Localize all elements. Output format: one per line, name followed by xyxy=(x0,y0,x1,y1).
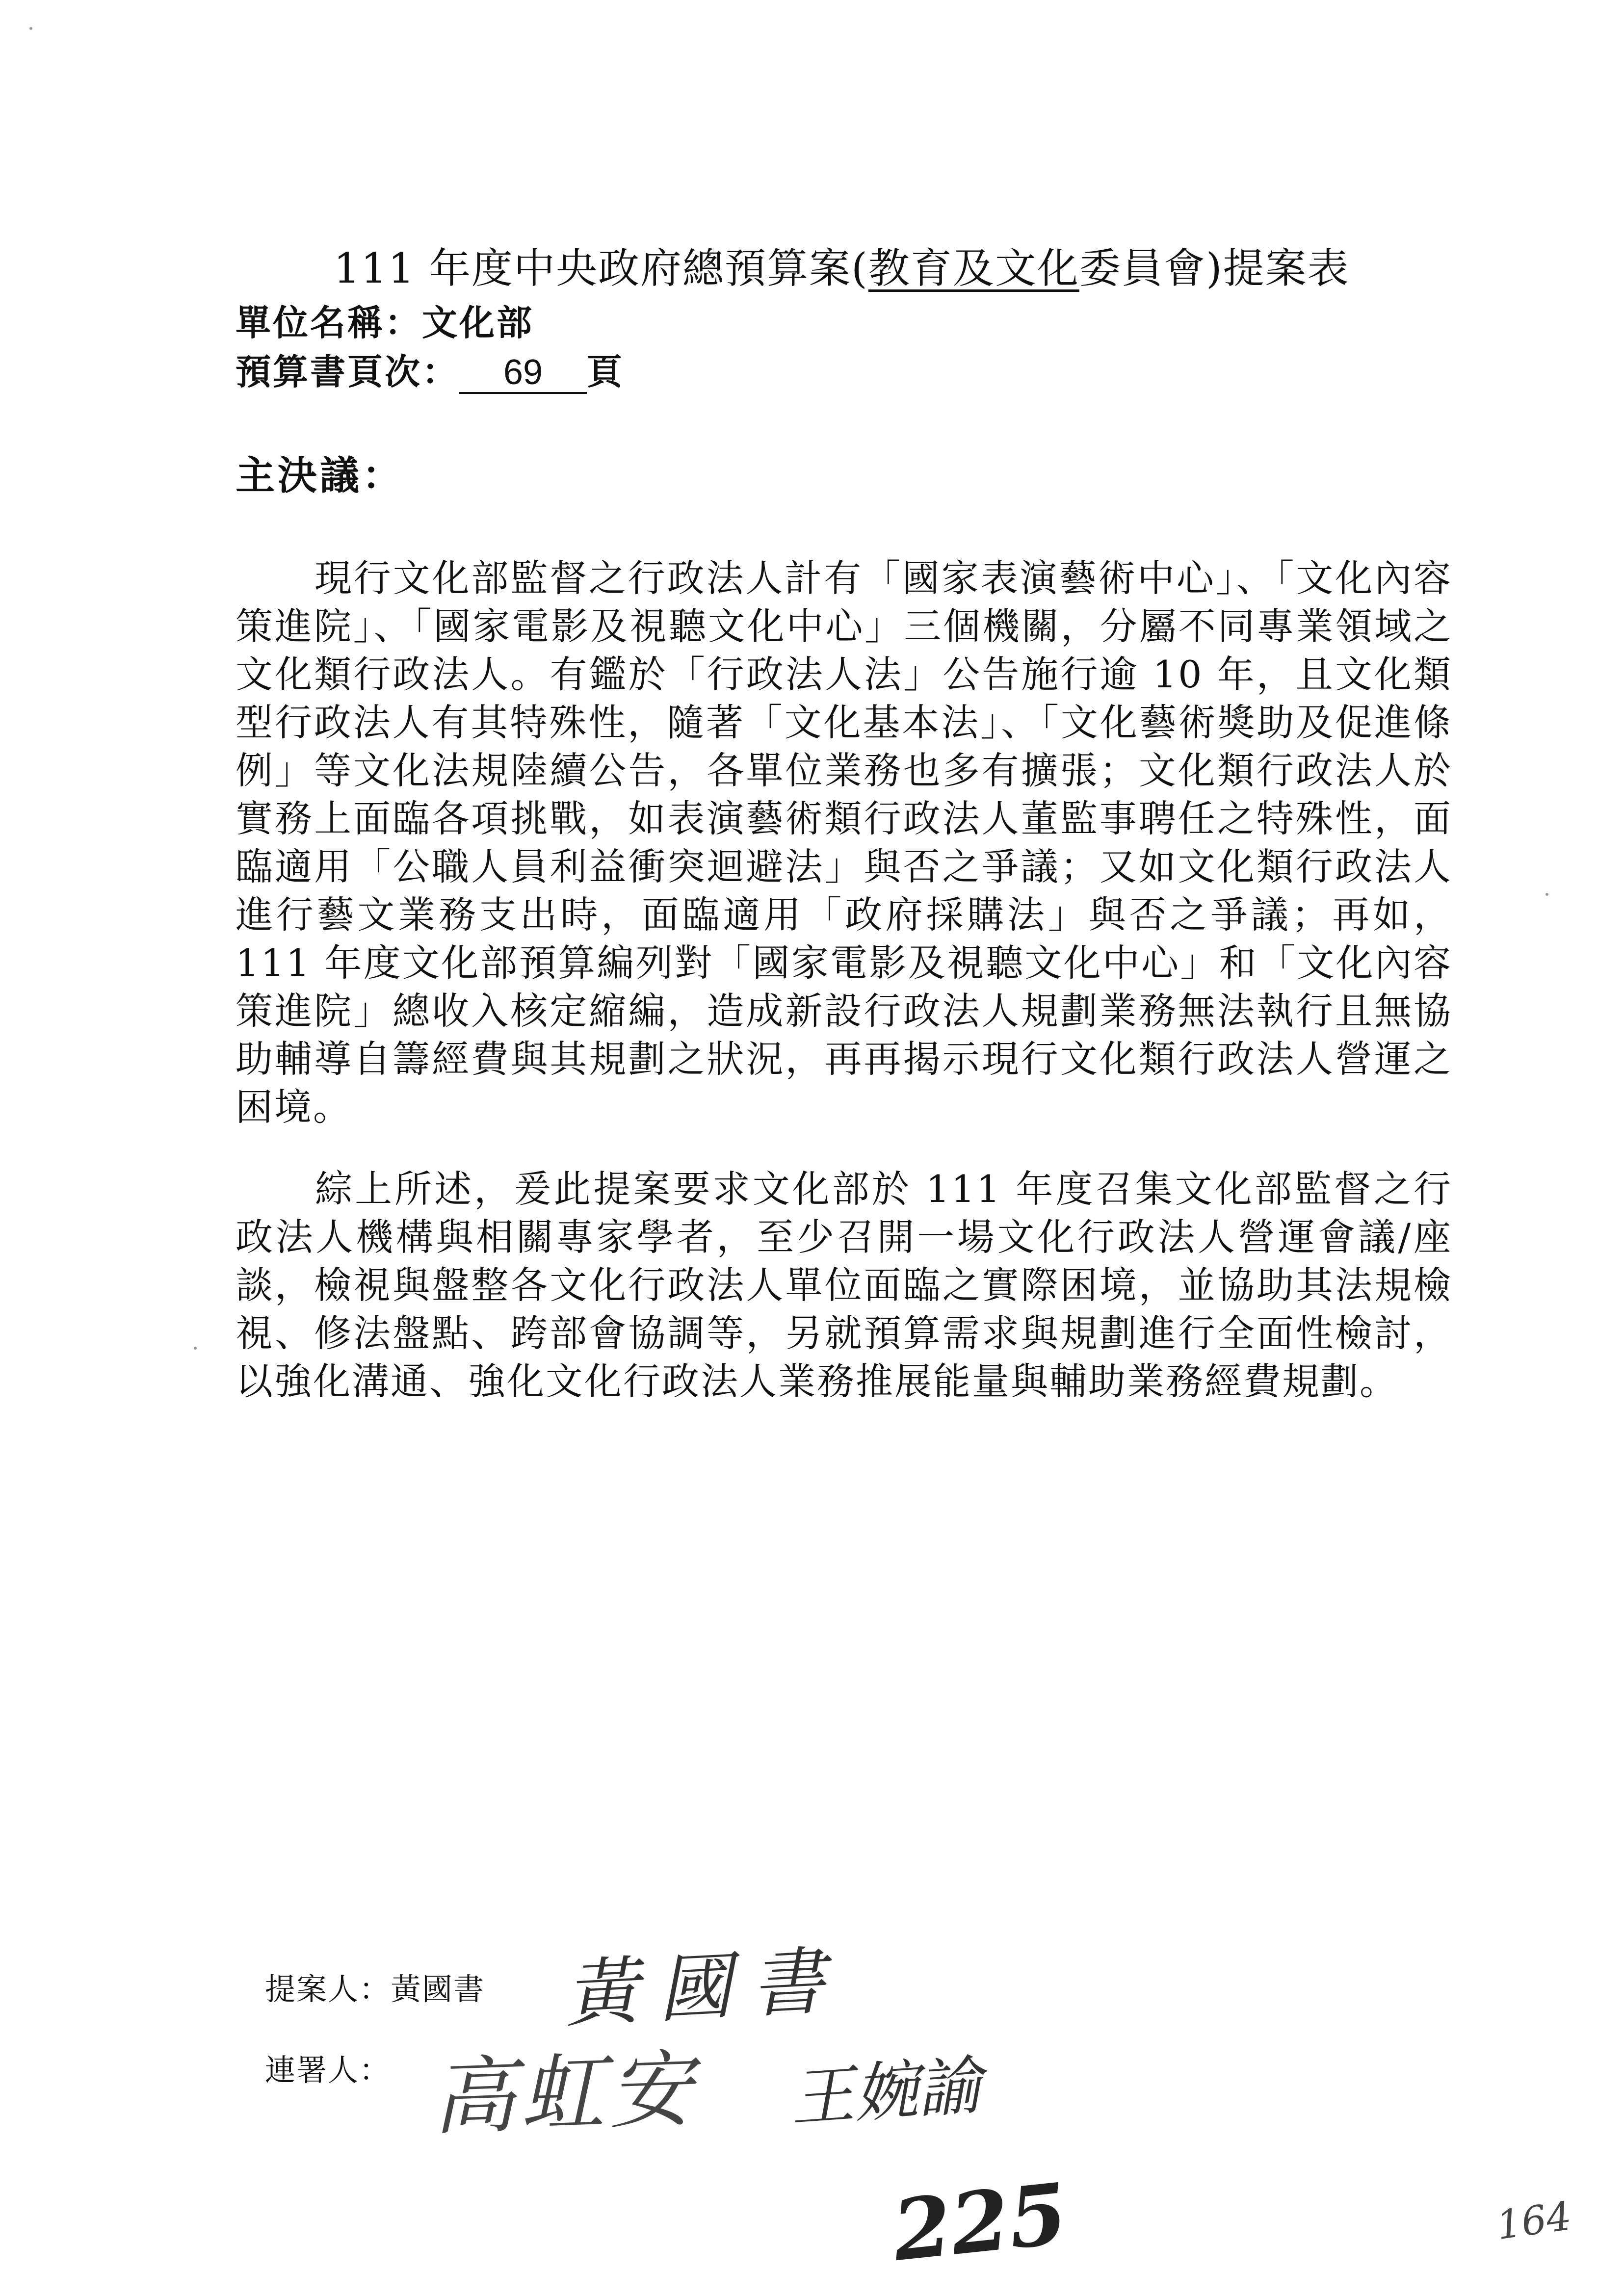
budget-page-value: 69 xyxy=(459,353,587,394)
paragraph-1-text: 現行文化部監督之行政法人計有「國家表演藝術中心」、「文化內容策進院」、「國家電影及視聽文化中心」三個機關，分屬不同專業領域之文化類行政法人。有鑑於「行政法人法」公告施行逾 10 年，且文化類型行政法人有其特殊性，隨著「文化基本法」、「文化藝術獎助及促進條例」等文化法規陸續公告，各單位業務也多有擴張；文化類行政法人於實務上面臨各項挑戰，如表演藝術類行政法人董監事聘任之特殊性，面臨適用「公職人員利益衝突迴避法」與否之爭議；又如文化類行政法人進行藝文業務支出時，面臨適用「政府採購法」與否之爭議；再如，111 年度文化部預算編列對「國家電影及視聽文化中心」和「文化內容策進院」總收入核定縮編，造成新設行政法人規劃業務無法執行且無協助輔導自籌經費與其規劃之狀況，再再揭示現行文化類行政法人營運之困境。 xyxy=(236,556,1452,1129)
budget-page-suffix: 頁 xyxy=(587,351,625,392)
handwritten-number: 225 xyxy=(888,2165,1072,2280)
title-prefix: 111 年度中央政府總預算案( xyxy=(334,244,868,292)
handwritten-page-number: 164 xyxy=(1493,2192,1574,2249)
proposer-label: 提案人：黃國書 xyxy=(265,1971,485,2007)
scan-speck xyxy=(194,1347,197,1350)
scan-speck xyxy=(1545,893,1548,896)
unit-name-value: 文化部 xyxy=(422,302,534,343)
cosigner-label: 連署人： xyxy=(265,2052,391,2088)
title-committee-underlined: 教育及文化 xyxy=(868,244,1079,292)
budget-page-row xyxy=(236,343,624,394)
cosigner-signature-1: 高虹安 xyxy=(430,2040,699,2147)
main-resolution-heading: 主決議： xyxy=(236,452,404,498)
scan-speck xyxy=(29,27,32,30)
proposer-signature: 黃國書 xyxy=(562,1938,846,2038)
unit-name-label: 單位名稱： xyxy=(236,302,422,343)
budget-page-label: 預算書頁次： xyxy=(236,351,460,392)
resolution-paragraph-2 xyxy=(236,1165,1452,1406)
paragraph-2-text: 綜上所述，爰此提案要求文化部於 111 年度召集文化部監督之行政法人機構與相關專家學者，至少召開一場文化行政法人營運會議/座談，檢視與盤整各文化行政法人單位面臨之實際困境，並協助其法規檢視、修法盤點、跨部會協調等，另就預算需求與規劃進行全面性檢討，以強化溝通、強化文化行政法人業務推展能量與輔助業務經費規劃。 xyxy=(236,1167,1452,1403)
title-suffix: 委員會)提案表 xyxy=(1079,244,1350,292)
resolution-paragraph-1 xyxy=(236,554,1452,1131)
document-title xyxy=(334,235,1350,295)
unit-name-row xyxy=(236,294,534,345)
cosigner-signature-2: 王婉諭 xyxy=(787,2048,984,2136)
